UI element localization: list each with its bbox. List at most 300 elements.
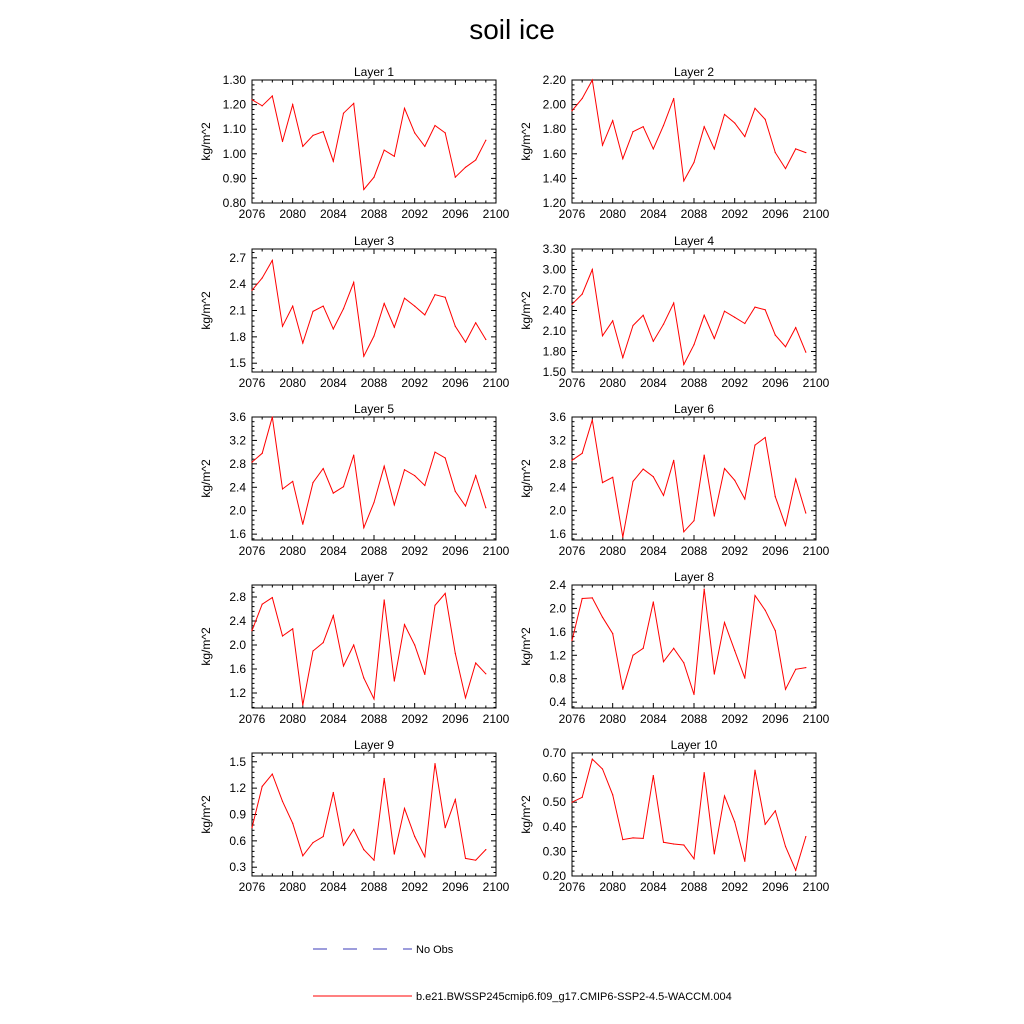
data-point — [353, 829, 354, 830]
data-point — [673, 843, 674, 844]
data-point — [251, 99, 252, 100]
series-line — [252, 417, 486, 528]
x-tick-label: 2096 — [441, 207, 469, 221]
y-axis-label: kg/m^2 — [519, 795, 533, 834]
x-tick-label: 2092 — [401, 544, 429, 558]
panel-layer-5 — [199, 402, 510, 558]
plot-frame — [252, 585, 496, 708]
data-point — [312, 482, 313, 483]
x-tick-label: 2080 — [279, 544, 307, 558]
y-tick-label: 1.8 — [229, 329, 246, 344]
data-point — [724, 114, 725, 115]
series-line — [572, 270, 806, 365]
plot-frame — [572, 417, 816, 540]
y-axis-label: kg/m^2 — [519, 627, 533, 666]
data-point — [602, 482, 603, 483]
data-point — [323, 468, 324, 469]
x-tick-label: 2080 — [599, 376, 627, 390]
data-point — [612, 794, 613, 795]
y-tick-label: 2.20 — [542, 73, 566, 87]
data-point — [663, 661, 664, 662]
data-point — [384, 150, 385, 151]
data-point — [754, 595, 755, 596]
data-point — [414, 132, 415, 133]
x-tick-label: 2092 — [721, 207, 749, 221]
data-point — [754, 445, 755, 446]
y-tick-label: 0.50 — [542, 795, 566, 810]
panel-layer-7 — [199, 570, 510, 726]
data-point — [404, 298, 405, 299]
data-point — [343, 486, 344, 487]
data-point — [363, 356, 364, 357]
y-tick-label: 1.5 — [229, 356, 246, 371]
data-point — [323, 836, 324, 837]
data-point — [455, 326, 456, 327]
data-point — [384, 778, 385, 779]
data-point — [693, 162, 694, 163]
data-point — [262, 453, 263, 454]
data-point — [571, 304, 572, 305]
data-point — [445, 132, 446, 133]
y-tick-label: 2.7 — [229, 250, 246, 265]
data-point — [333, 161, 334, 162]
y-tick-label: 1.10 — [222, 122, 246, 137]
x-tick-label: 2088 — [360, 207, 388, 221]
data-point — [384, 599, 385, 600]
x-tick-label: 2096 — [761, 880, 789, 894]
data-point — [622, 839, 623, 840]
x-tick-label: 2092 — [721, 376, 749, 390]
data-point — [785, 168, 786, 169]
panel-title: Layer 3 — [353, 234, 395, 248]
y-tick-label: 2.4 — [229, 480, 246, 495]
panel-title: Layer 10 — [670, 738, 718, 752]
data-point — [373, 502, 374, 503]
data-point — [272, 260, 273, 261]
data-point — [754, 770, 755, 771]
y-axis-label: kg/m^2 — [199, 627, 213, 666]
data-point — [795, 870, 796, 871]
data-point — [414, 644, 415, 645]
data-point — [333, 493, 334, 494]
y-tick-label: 0.9 — [229, 807, 246, 822]
data-point — [693, 694, 694, 695]
data-point — [663, 842, 664, 843]
x-tick-label: 2088 — [680, 207, 708, 221]
data-point — [582, 797, 583, 798]
data-point — [343, 845, 344, 846]
data-point — [805, 836, 806, 837]
data-point — [632, 481, 633, 482]
data-point — [465, 505, 466, 506]
data-point — [683, 531, 684, 532]
data-point — [343, 665, 344, 666]
data-point — [734, 821, 735, 822]
x-tick-label: 2076 — [238, 207, 266, 221]
data-point — [414, 836, 415, 837]
data-point — [404, 624, 405, 625]
data-point — [602, 768, 603, 769]
data-point — [251, 290, 252, 291]
y-tick-label: 2.8 — [549, 456, 566, 471]
data-point — [445, 297, 446, 298]
data-point — [673, 302, 674, 303]
data-point — [485, 140, 486, 141]
x-tick-label: 2080 — [279, 712, 307, 726]
data-point — [714, 148, 715, 149]
data-point — [373, 860, 374, 861]
data-point — [414, 306, 415, 307]
data-point — [404, 808, 405, 809]
data-point — [363, 677, 364, 678]
data-point — [653, 476, 654, 477]
data-point — [754, 306, 755, 307]
data-point — [363, 189, 364, 190]
data-point — [714, 515, 715, 516]
data-point — [592, 79, 593, 80]
y-tick-label: 2.8 — [229, 456, 246, 471]
data-point — [424, 146, 425, 147]
panel-title: Layer 4 — [673, 234, 715, 248]
x-tick-label: 2080 — [599, 712, 627, 726]
data-point — [455, 653, 456, 654]
data-point — [653, 775, 654, 776]
data-point — [744, 136, 745, 137]
data-point — [272, 773, 273, 774]
data-point — [622, 689, 623, 690]
data-point — [292, 628, 293, 629]
data-point — [434, 763, 435, 764]
y-tick-label: 1.60 — [542, 146, 566, 161]
data-point — [592, 419, 593, 420]
x-tick-label: 2076 — [238, 544, 266, 558]
data-point — [632, 837, 633, 838]
data-point — [292, 823, 293, 824]
data-point — [333, 615, 334, 616]
legend-label-no-obs: No Obs — [416, 944, 454, 956]
y-tick-label: 1.2 — [549, 648, 566, 663]
data-point — [312, 650, 313, 651]
data-point — [445, 457, 446, 458]
data-point — [272, 416, 273, 417]
data-point — [384, 303, 385, 304]
y-tick-label: 1.80 — [542, 344, 566, 359]
data-point — [485, 339, 486, 340]
series-line — [572, 420, 806, 537]
data-point — [592, 269, 593, 270]
data-point — [744, 861, 745, 862]
data-point — [612, 320, 613, 321]
data-point — [272, 95, 273, 96]
y-tick-label: 1.40 — [542, 171, 566, 186]
data-point — [465, 858, 466, 859]
y-tick-label: 1.6 — [229, 527, 246, 542]
data-point — [643, 469, 644, 470]
data-point — [683, 844, 684, 845]
x-tick-label: 2084 — [319, 880, 347, 894]
data-point — [424, 314, 425, 315]
y-tick-label: 1.6 — [229, 662, 246, 676]
data-point — [704, 772, 705, 773]
data-point — [475, 662, 476, 663]
data-point — [485, 849, 486, 850]
data-point — [262, 277, 263, 278]
x-tick-label: 2092 — [721, 544, 749, 558]
y-tick-label: 2.0 — [229, 638, 246, 652]
data-point — [805, 152, 806, 153]
data-point — [363, 849, 364, 850]
x-tick-label: 2092 — [721, 880, 749, 894]
data-point — [765, 824, 766, 825]
x-tick-label: 2076 — [558, 376, 586, 390]
data-point — [724, 622, 725, 623]
y-tick-label: 2.4 — [229, 277, 246, 292]
x-tick-label: 2092 — [401, 207, 429, 221]
y-axis-label: kg/m^2 — [519, 459, 533, 498]
y-tick-label: 1.5 — [229, 754, 246, 769]
y-tick-label: 0.4 — [549, 695, 566, 710]
data-point — [714, 853, 715, 854]
data-point — [704, 315, 705, 316]
data-point — [673, 98, 674, 99]
y-tick-label: 0.40 — [542, 819, 566, 834]
x-tick-label: 2088 — [360, 712, 388, 726]
data-point — [475, 475, 476, 476]
data-point — [455, 491, 456, 492]
data-point — [795, 669, 796, 670]
y-tick-label: 2.00 — [542, 97, 566, 112]
series-line — [572, 759, 806, 870]
plot-frame — [252, 80, 496, 203]
x-tick-label: 2092 — [401, 880, 429, 894]
y-tick-label: 2.0 — [229, 503, 246, 518]
data-point — [571, 640, 572, 641]
x-tick-label: 2100 — [802, 544, 830, 558]
x-tick-label: 2088 — [360, 376, 388, 390]
data-point — [622, 357, 623, 358]
y-axis-label: kg/m^2 — [199, 122, 213, 161]
data-point — [455, 799, 456, 800]
data-point — [744, 323, 745, 324]
data-point — [734, 317, 735, 318]
data-point — [663, 324, 664, 325]
data-point — [622, 158, 623, 159]
data-point — [582, 598, 583, 599]
y-tick-label: 3.2 — [229, 433, 246, 448]
data-point — [643, 648, 644, 649]
data-point — [612, 120, 613, 121]
y-tick-label: 1.80 — [542, 122, 566, 137]
data-point — [765, 437, 766, 438]
x-tick-label: 2084 — [639, 544, 667, 558]
x-tick-label: 2092 — [721, 712, 749, 726]
data-point — [262, 604, 263, 605]
x-tick-label: 2088 — [360, 880, 388, 894]
y-tick-label: 0.30 — [542, 844, 566, 859]
panel-title: Layer 1 — [353, 65, 395, 79]
y-tick-label: 0.90 — [222, 171, 246, 186]
data-point — [582, 98, 583, 99]
data-point — [683, 180, 684, 181]
data-point — [612, 633, 613, 634]
data-point — [312, 842, 313, 843]
data-point — [785, 689, 786, 690]
panel-title: Layer 9 — [353, 738, 395, 752]
data-point — [292, 306, 293, 307]
data-point — [424, 674, 425, 675]
x-tick-label: 2084 — [319, 712, 347, 726]
data-point — [805, 667, 806, 668]
data-point — [373, 177, 374, 178]
y-tick-label: 0.8 — [549, 671, 566, 686]
data-point — [775, 152, 776, 153]
y-axis-label: kg/m^2 — [199, 795, 213, 834]
x-tick-label: 2096 — [441, 544, 469, 558]
data-point — [602, 617, 603, 618]
x-tick-label: 2084 — [319, 376, 347, 390]
data-point — [251, 630, 252, 631]
data-point — [251, 462, 252, 463]
panel-layer-10 — [519, 738, 830, 894]
x-tick-label: 2096 — [761, 207, 789, 221]
data-point — [455, 177, 456, 178]
x-tick-label: 2084 — [639, 712, 667, 726]
data-point — [724, 795, 725, 796]
data-point — [302, 855, 303, 856]
data-point — [765, 610, 766, 611]
y-tick-label: 2.4 — [229, 614, 246, 628]
x-tick-label: 2096 — [441, 880, 469, 894]
y-tick-label: 2.4 — [549, 480, 566, 495]
data-point — [394, 853, 395, 854]
y-tick-label: 1.20 — [222, 97, 246, 112]
series-line — [252, 593, 486, 705]
x-tick-label: 2080 — [599, 207, 627, 221]
y-tick-label: 3.6 — [549, 410, 566, 424]
data-point — [663, 125, 664, 126]
data-point — [714, 338, 715, 339]
series-line — [252, 260, 486, 356]
y-tick-label: 0.3 — [229, 860, 246, 875]
data-point — [805, 512, 806, 513]
x-tick-label: 2084 — [319, 207, 347, 221]
data-point — [734, 122, 735, 123]
data-point — [775, 496, 776, 497]
data-point — [343, 308, 344, 309]
y-tick-label: 0.6 — [229, 833, 246, 848]
data-point — [353, 103, 354, 104]
data-point — [312, 135, 313, 136]
legend-label-model-run: b.e21.BWSSP245cmip6.f09_g17.CMIP6-SSP2-4.5-WACCM.004 — [416, 991, 732, 1003]
data-point — [612, 477, 613, 478]
y-tick-label: 1.6 — [549, 527, 566, 542]
data-point — [775, 630, 776, 631]
data-point — [434, 605, 435, 606]
x-tick-label: 2084 — [639, 207, 667, 221]
x-tick-label: 2084 — [639, 880, 667, 894]
data-point — [582, 294, 583, 295]
data-point — [292, 104, 293, 105]
data-point — [445, 593, 446, 594]
data-point — [282, 141, 283, 142]
x-tick-label: 2100 — [802, 712, 830, 726]
panel-layer-9 — [199, 738, 510, 894]
data-point — [424, 485, 425, 486]
data-point — [805, 352, 806, 353]
y-tick-label: 2.10 — [542, 324, 566, 338]
y-tick-label: 2.40 — [542, 303, 566, 318]
x-tick-label: 2096 — [441, 376, 469, 390]
data-point — [302, 704, 303, 705]
panel-layer-6 — [519, 402, 830, 558]
data-point — [643, 838, 644, 839]
x-tick-label: 2080 — [279, 880, 307, 894]
data-point — [434, 125, 435, 126]
data-point — [704, 589, 705, 590]
data-point — [734, 480, 735, 481]
panel-layer-1 — [199, 65, 510, 221]
y-tick-label: 1.20 — [542, 196, 566, 210]
data-point — [353, 282, 354, 283]
data-point — [485, 673, 486, 674]
x-tick-label: 2076 — [558, 880, 586, 894]
y-axis-label: kg/m^2 — [519, 122, 533, 161]
y-tick-label: 1.2 — [229, 781, 246, 796]
x-tick-label: 2092 — [401, 712, 429, 726]
data-point — [353, 644, 354, 645]
y-tick-label: 2.8 — [229, 590, 246, 604]
data-point — [485, 507, 486, 508]
data-point — [754, 108, 755, 109]
panel-layer-8 — [519, 570, 830, 726]
panel-title: Layer 8 — [673, 570, 715, 584]
y-tick-label: 1.6 — [549, 624, 566, 639]
x-tick-label: 2088 — [680, 712, 708, 726]
x-tick-label: 2088 — [680, 880, 708, 894]
data-point — [363, 527, 364, 528]
data-point — [734, 650, 735, 651]
y-tick-label: 2.70 — [542, 283, 566, 297]
data-point — [465, 167, 466, 168]
figure-title: soil ice — [469, 14, 555, 45]
plot-frame — [252, 249, 496, 372]
panel-layer-2 — [519, 65, 830, 221]
data-point — [434, 294, 435, 295]
data-point — [765, 119, 766, 120]
x-tick-label: 2096 — [761, 376, 789, 390]
y-axis-label: kg/m^2 — [199, 291, 213, 330]
panel-title: Layer 2 — [673, 65, 715, 79]
data-point — [704, 126, 705, 127]
x-tick-label: 2088 — [680, 544, 708, 558]
data-point — [323, 306, 324, 307]
data-point — [693, 520, 694, 521]
data-point — [384, 466, 385, 467]
panel-layer-3 — [199, 234, 510, 390]
data-point — [302, 342, 303, 343]
data-point — [683, 662, 684, 663]
data-point — [693, 858, 694, 859]
y-tick-label: 1.30 — [222, 73, 246, 87]
data-point — [394, 680, 395, 681]
data-point — [282, 635, 283, 636]
data-point — [373, 335, 374, 336]
data-point — [571, 802, 572, 803]
data-point — [592, 597, 593, 598]
y-axis-label: kg/m^2 — [199, 459, 213, 498]
x-tick-label: 2084 — [639, 376, 667, 390]
x-tick-label: 2100 — [482, 712, 510, 726]
